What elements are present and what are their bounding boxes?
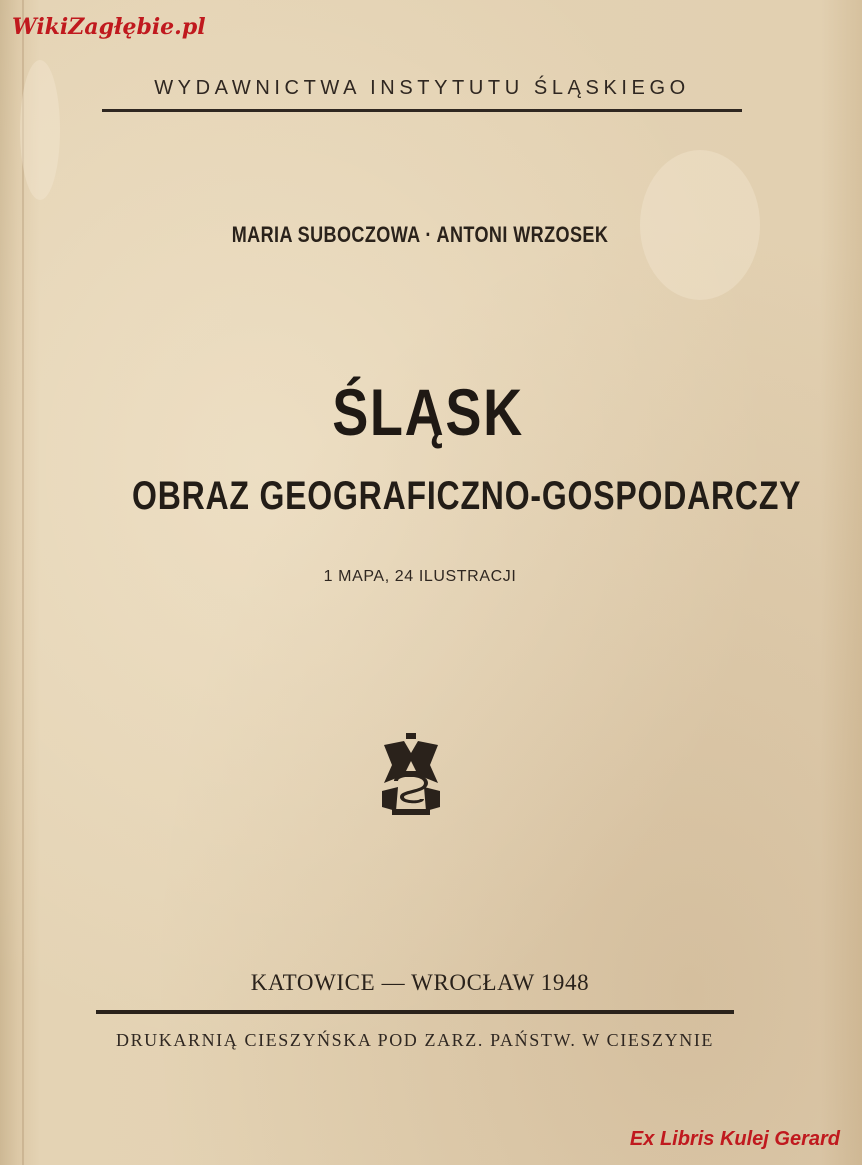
place-and-year: KATOWICE — WROCŁAW 1948: [250, 970, 590, 995]
page-subtitle: OBRAZ GEOGRAFICZNO-GOSPODARCZY: [132, 474, 802, 518]
printer-line: DRUKARNIĄ CIESZYŃSKA POD ZARZ. PAŃSTW. W CIESZYNIE: [115, 1030, 715, 1050]
illustrations-note: 1 MAPA, 24 ILUSTRACJI: [323, 568, 517, 585]
publisher-emblem-icon: [378, 731, 444, 817]
paper-stain: [640, 150, 760, 300]
top-rule: [102, 109, 742, 112]
watermark-text: WikiZagłębie.pl: [12, 14, 206, 40]
ex-libris-text: Ex Libris Kulej Gerard: [629, 1128, 840, 1150]
bottom-rule: [96, 1010, 734, 1014]
paper-stain: [20, 60, 60, 200]
page-title: ŚLĄSK: [332, 375, 524, 449]
authors: MARIA SUBOCZOWA · ANTONI WRZOSEK: [231, 222, 609, 247]
series-heading: WYDAWNICTWA INSTYTUTU ŚLĄSKIEGO: [154, 77, 690, 99]
